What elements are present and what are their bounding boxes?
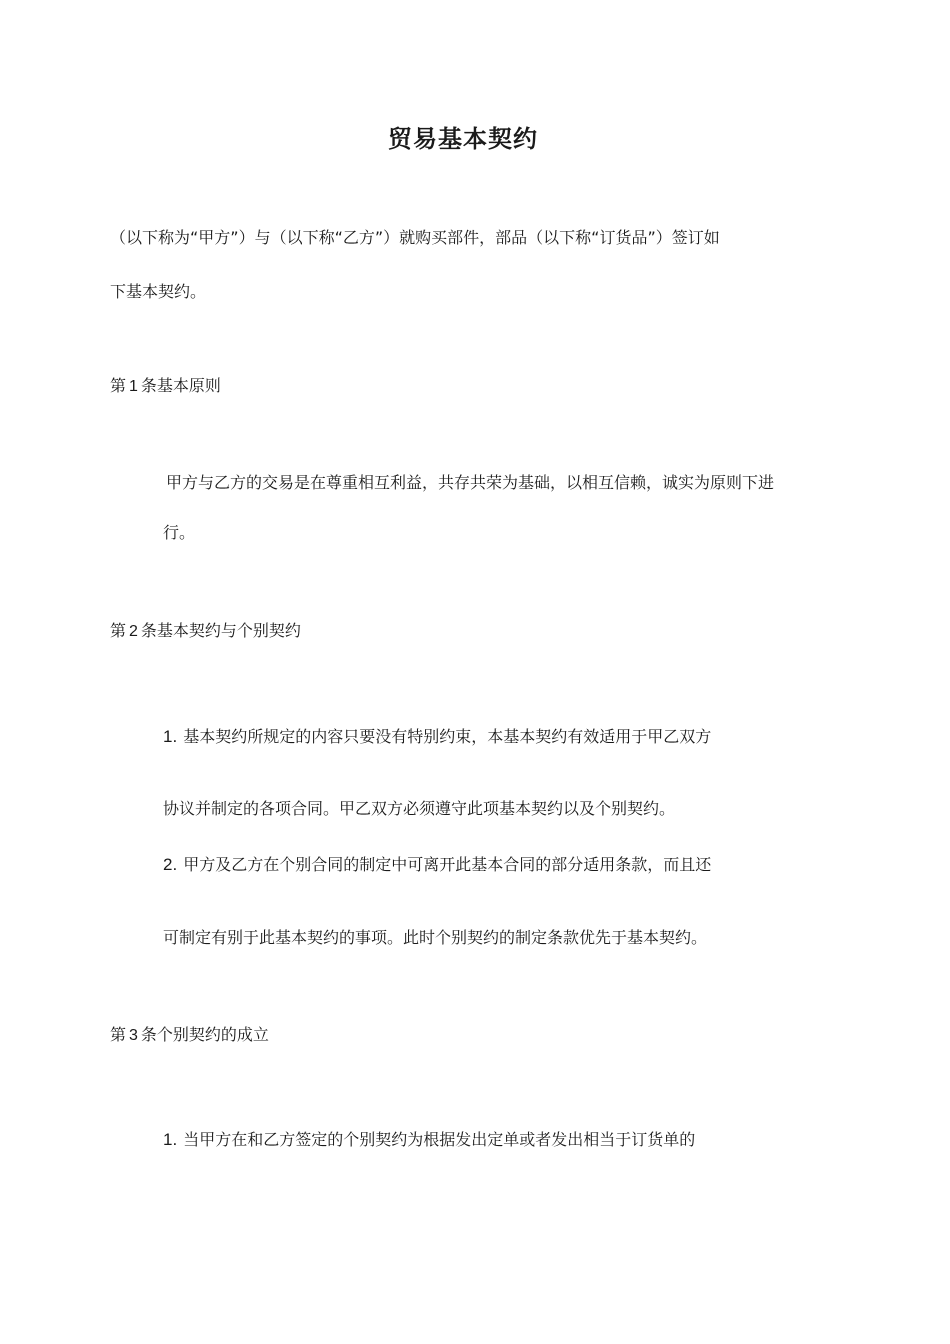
- article-2-prefix: 第: [110, 621, 127, 640]
- article-1-heading: [110, 376, 221, 397]
- article-2-heading: [110, 621, 301, 642]
- article-3-number: 3: [129, 1027, 138, 1044]
- article-3-prefix: 第: [110, 1025, 127, 1044]
- article-3-heading: [110, 1025, 269, 1046]
- article-2-item-2-number: 2.: [163, 855, 178, 874]
- intro-line-1: （以下称为“甲方”）与（以下称“乙方”）就购买部件，部品（以下称“订货品”）签订如: [110, 228, 720, 247]
- article-2-item-1-line-2: 协议并制定的各项合同。甲乙双方必须遵守此项基本契约以及个别契约。: [163, 799, 676, 818]
- document-title: 贸易基本契约: [388, 125, 538, 153]
- article-2-title: 条基本契约与个别契约: [140, 621, 301, 640]
- article-3-item-1-text: 当甲方在和乙方签定的个别契约为根据发出定单或者发出相当于订货单的: [183, 1130, 696, 1149]
- article-2-item-1-line-1: [163, 727, 711, 747]
- article-1-body-line-2: 行。: [163, 523, 196, 542]
- article-1-title: 条基本原则: [140, 376, 221, 395]
- article-3-item-1-line-1: [163, 1130, 695, 1150]
- article-2-number: 2: [129, 623, 138, 640]
- article-2-item-1-number: 1.: [163, 727, 178, 746]
- article-2-item-2-line-1: [163, 855, 711, 875]
- article-3-item-1-number: 1.: [163, 1130, 178, 1149]
- article-3-title: 条个别契约的成立: [140, 1025, 269, 1044]
- article-2-item-2-line-2: 可制定有别于此基本契约的事项。此时个别契约的制定条款优先于基本契约。: [163, 928, 708, 947]
- article-2-item-1-text: 基本契约所规定的内容只要没有特别约束，本基本契约有效适用于甲乙双方: [183, 727, 712, 746]
- article-1-body-line-1: 甲方与乙方的交易是在尊重相互利益，共存共荣为基础，以相互信赖，诚实为原则下进: [166, 473, 775, 492]
- article-1-prefix: 第: [110, 376, 127, 395]
- article-1-number: 1: [129, 378, 138, 395]
- article-2-item-2-text: 甲方及乙方在个别合同的制定中可离开此基本合同的部分适用条款，而且还: [183, 855, 712, 874]
- intro-line-2: 下基本契约。: [110, 282, 207, 301]
